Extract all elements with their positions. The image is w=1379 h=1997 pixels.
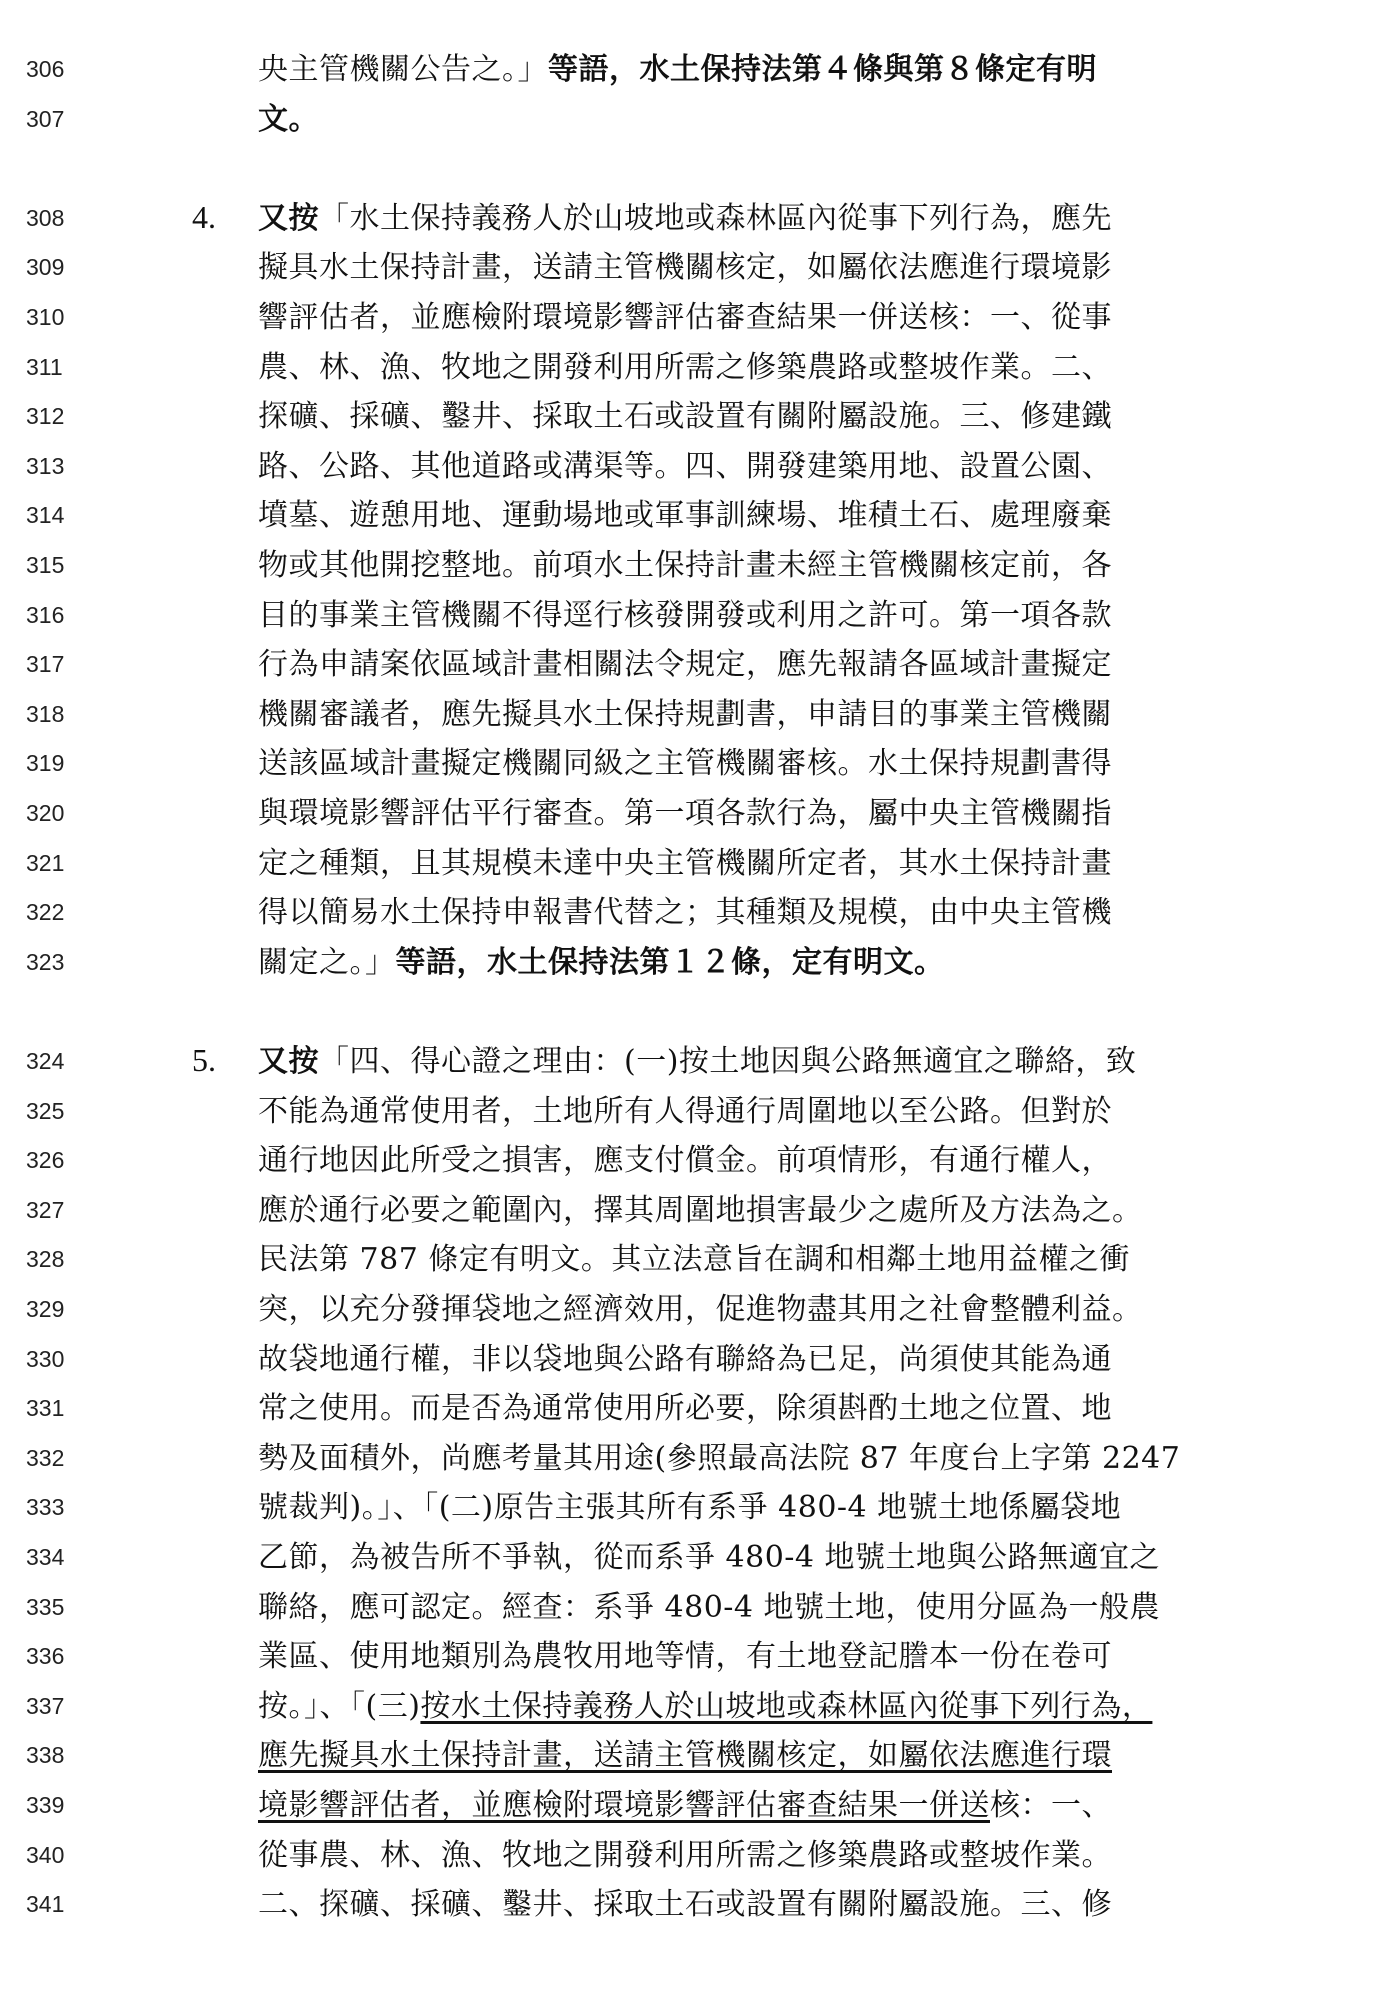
- bold-text-segment: 等語，水土保持法第１２條，定有明文。: [395, 944, 945, 980]
- document-line: [0, 842, 1379, 892]
- list-item-number: 4.: [192, 198, 216, 235]
- document-line: [0, 1338, 1379, 1388]
- line-text: [258, 48, 1283, 92]
- document-line: [0, 1635, 1379, 1685]
- text-segment: 擬具水土保持計畫，送請主管機關核定，如屬依法應進行環境影: [258, 250, 1112, 286]
- line-text: [258, 1238, 1283, 1282]
- line-text: [258, 98, 1283, 142]
- text-segment: 聯絡，應可認定。經查：系爭 480-4 地號土地，使用分區為一般農: [258, 1589, 1161, 1625]
- underlined-text-segment: 境影響評估者，並應檢附環境影響評估審查結果一併送: [258, 1788, 990, 1823]
- line-text: [258, 246, 1283, 290]
- line-number: 317: [26, 651, 65, 678]
- document-line: [0, 1486, 1379, 1536]
- line-number: 310: [26, 304, 65, 330]
- line-number: 338: [26, 1742, 65, 1769]
- text-segment: 故袋地通行權，非以袋地與公路有聯絡為已足，尚須使其能為通: [258, 1341, 1112, 1377]
- document-line: [0, 1586, 1379, 1636]
- text-segment: 農、林、漁、牧地之開發利用所需之修築農路或整坡作業。二、: [258, 349, 1112, 385]
- line-text: [258, 197, 1283, 241]
- document-line: [0, 742, 1379, 792]
- line-text: [258, 544, 1283, 588]
- text-segment: 突，以充分發揮袋地之經濟效用，促進物盡其用之社會整體利益。: [258, 1292, 1143, 1327]
- line-text: [258, 1288, 1283, 1332]
- line-text: [258, 1486, 1283, 1530]
- text-segment: 民法第 787 條定有明文。其立法意旨在調和相鄰土地用益權之衝: [258, 1242, 1130, 1278]
- line-number: 320: [26, 800, 65, 826]
- line-number: 323: [26, 948, 65, 975]
- line-number: 331: [26, 1395, 65, 1422]
- text-segment: 不能為通常使用者，土地所有人得通行周圍地以至公路。但對於: [258, 1093, 1112, 1129]
- line-number: 341: [26, 1891, 65, 1918]
- document-line: [0, 1139, 1379, 1189]
- text-segment: 二、探礦、採礦、鑿井、採取土石或設置有關附屬設施。三、修: [258, 1887, 1112, 1923]
- line-number: 339: [26, 1792, 65, 1818]
- text-segment: 號裁判)。」、「(二)原告主張其所有系爭 480-4 地號土地係屬袋地: [258, 1490, 1122, 1526]
- line-text: [258, 1685, 1283, 1729]
- line-text: [258, 1437, 1283, 1481]
- line-text: [258, 1090, 1283, 1134]
- document-line: [0, 346, 1379, 396]
- document-line: [0, 197, 1379, 247]
- bold-text-segment: 又按: [258, 200, 319, 236]
- text-segment: 行為申請案依區域計畫相關法令規定，應先報請各區域計畫擬定: [258, 647, 1112, 683]
- line-number: 318: [26, 700, 65, 727]
- line-number: 332: [26, 1444, 65, 1471]
- text-segment: 勢及面積外，尚應考量其用途(參照最高法院 87 年度台上字第 2247: [258, 1440, 1181, 1476]
- line-text: [258, 494, 1283, 538]
- line-text: [258, 445, 1283, 489]
- line-text: [258, 693, 1283, 737]
- text-segment: 央主管機關公告之。」: [258, 52, 548, 87]
- document-line: [0, 643, 1379, 693]
- text-segment: 物或其他開挖整地。前項水土保持計畫未經主管機關核定前，各: [258, 548, 1112, 583]
- document-line: [0, 1685, 1379, 1735]
- line-number: 327: [26, 1196, 65, 1223]
- line-text: [258, 395, 1283, 439]
- line-text: [258, 1040, 1283, 1084]
- line-text: [258, 346, 1283, 390]
- line-number: 315: [26, 552, 65, 578]
- text-segment: 常之使用。而是否為通常使用所必要，除須斟酌土地之位置、地: [258, 1391, 1112, 1427]
- line-text: [258, 742, 1283, 786]
- document-line: [0, 494, 1379, 544]
- line-number: 312: [26, 403, 65, 430]
- document-line: [0, 792, 1379, 842]
- document-line: [0, 1734, 1379, 1784]
- bold-text-segment: 文。: [258, 101, 319, 137]
- text-segment: 「水土保持義務人於山坡地或森林區內從事下列行為，應先: [319, 200, 1112, 236]
- document-line: [0, 1834, 1379, 1884]
- line-text: [258, 1635, 1283, 1679]
- document-line: [0, 1090, 1379, 1140]
- line-number: 330: [26, 1345, 65, 1372]
- line-number: 334: [26, 1544, 65, 1570]
- line-number: 324: [26, 1048, 65, 1074]
- line-number: 308: [26, 204, 65, 231]
- line-text: [258, 1784, 1283, 1828]
- line-text: [258, 296, 1283, 340]
- line-number: 314: [26, 502, 65, 529]
- line-text: [258, 1536, 1283, 1580]
- document-line: [0, 98, 1379, 148]
- list-item-number: 5.: [192, 1042, 216, 1078]
- line-text: [258, 1883, 1283, 1927]
- document-line: [0, 395, 1379, 445]
- text-segment: 應於通行必要之範圍內，擇其周圍地損害最少之處所及方法為之。: [258, 1192, 1143, 1228]
- text-segment: 通行地因此所受之損害，應支付償金。前項情形，有通行權人，: [258, 1143, 1112, 1179]
- document-line: [0, 1437, 1379, 1487]
- line-number: 329: [26, 1296, 65, 1322]
- text-segment: 「四、得心證之理由：(一)按土地因與公路無適宜之聯絡，致: [319, 1044, 1137, 1079]
- bold-text-segment: 又按: [258, 1044, 319, 1079]
- line-text: [258, 1586, 1283, 1630]
- text-segment: 響評估者，並應檢附環境影響評估審查結果一併送核：一、從事: [258, 300, 1112, 335]
- document-line: [0, 941, 1379, 991]
- text-segment: 目的事業主管機關不得逕行核發開發或利用之許可。第一項各款: [258, 597, 1112, 633]
- line-number: 333: [26, 1494, 65, 1521]
- document-line: [0, 48, 1379, 98]
- document-line: [0, 693, 1379, 743]
- document-line: [0, 1536, 1379, 1586]
- text-segment: 墳墓、遊憩用地、運動場地或軍事訓練場、堆積土石、處理廢棄: [258, 498, 1112, 534]
- document-line: [0, 1238, 1379, 1288]
- document-line: [0, 891, 1379, 941]
- text-segment: 關定之。」: [258, 944, 396, 980]
- line-text: [258, 1139, 1283, 1183]
- line-text: [258, 1338, 1283, 1382]
- text-segment: 探礦、採礦、鑿井、採取土石或設置有關附屬設施。三、修建鐵: [258, 399, 1112, 435]
- document-line: [0, 1387, 1379, 1437]
- document-line: [0, 1040, 1379, 1090]
- line-number: 336: [26, 1643, 65, 1670]
- line-text: [258, 1734, 1283, 1778]
- text-segment: 從事農、林、漁、牧地之開發利用所需之修築農路或整坡作業。: [258, 1837, 1112, 1873]
- line-number: 328: [26, 1246, 65, 1273]
- line-number: 326: [26, 1147, 65, 1174]
- line-text: [258, 1387, 1283, 1431]
- line-number: 321: [26, 849, 65, 876]
- line-number: 340: [26, 1841, 65, 1868]
- text-segment: 送該區域計畫擬定機關同級之主管機關審核。水土保持規劃書得: [258, 746, 1112, 782]
- line-text: [258, 842, 1283, 886]
- line-text: [258, 891, 1283, 935]
- document-line: [0, 246, 1379, 296]
- text-segment: 定之種類，且其規模未達中央主管機關所定者，其水土保持計畫: [258, 845, 1112, 881]
- line-text: [258, 643, 1283, 687]
- line-text: [258, 941, 1283, 985]
- text-segment: 得以簡易水土保持申報書代替之；其種類及規模，由中央主管機: [258, 895, 1112, 931]
- document-line: [0, 1288, 1379, 1338]
- line-number: 311: [26, 353, 63, 380]
- underlined-text-segment: 應先擬具水土保持計畫，送請主管機關核定，如屬依法應進行環: [258, 1738, 1112, 1774]
- bold-text-segment: 等語，水土保持法第４條與第８條定有明: [548, 52, 1097, 87]
- line-number: 335: [26, 1593, 65, 1620]
- text-segment: 機關審議者，應先擬具水土保持規劃書，申請目的事業主管機關: [258, 696, 1112, 732]
- document-line: [0, 544, 1379, 594]
- text-segment: 與環境影響評估平行審查。第一項各款行為，屬中央主管機關指: [258, 796, 1112, 831]
- line-number: 316: [26, 601, 65, 628]
- text-segment: 路、公路、其他道路或溝渠等。四、開發建築用地、設置公園、: [258, 448, 1112, 484]
- line-number: 313: [26, 452, 65, 479]
- line-number: 307: [26, 105, 65, 132]
- line-text: [258, 1189, 1283, 1233]
- line-text: [258, 594, 1283, 638]
- text-segment: 業區、使用地類別為農牧用地等情，有土地登記謄本一份在卷可: [258, 1639, 1112, 1675]
- line-number: 319: [26, 750, 65, 777]
- line-text: [258, 1834, 1283, 1878]
- document-line: [0, 1883, 1379, 1933]
- text-segment: 核：一、: [990, 1788, 1112, 1823]
- line-number: 309: [26, 254, 65, 281]
- text-segment: 乙節，為被告所不爭執，從而系爭 480-4 地號土地與公路無適宜之: [258, 1540, 1161, 1575]
- underlined-text-segment: 按水土保持義務人於山坡地或森林區內從事下列行為，: [420, 1688, 1153, 1724]
- document-line: [0, 1784, 1379, 1834]
- line-number: 325: [26, 1097, 65, 1124]
- document-line: [0, 296, 1379, 346]
- document-line: [0, 594, 1379, 644]
- line-number: 322: [26, 899, 65, 926]
- document-line: [0, 1189, 1379, 1239]
- line-text: [258, 792, 1283, 836]
- document-line: [0, 445, 1379, 495]
- line-number: 306: [26, 56, 65, 82]
- text-segment: 按。」、「(三): [258, 1688, 421, 1724]
- line-number: 337: [26, 1692, 65, 1719]
